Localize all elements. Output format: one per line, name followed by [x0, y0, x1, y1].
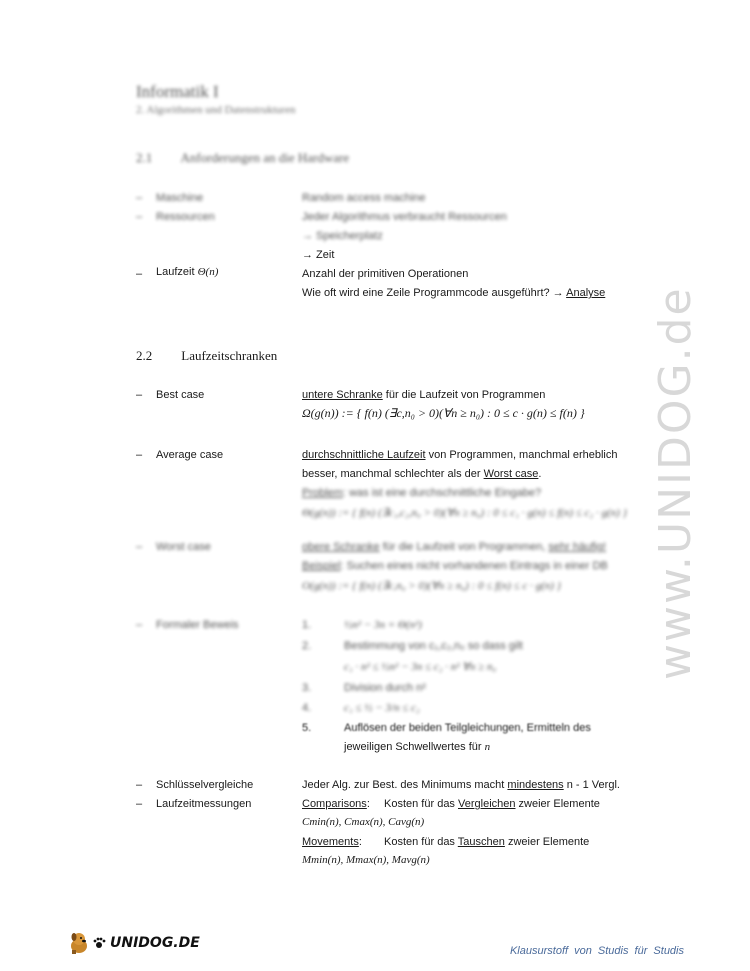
bullet-dash: –: [136, 798, 143, 810]
comparing-link: Vergleichen: [458, 798, 516, 810]
proof-step-num: 5.: [302, 722, 312, 734]
section-heading-2-1: [136, 150, 349, 166]
proof-step-text: c₁ ≤ ½ − 3/n ≤ c₂: [344, 702, 420, 714]
bullet-dash: –: [136, 779, 143, 791]
runtime-question: Wie oft wird eine Zeile Programmcode ausgeführt? →: [302, 287, 567, 299]
bullet-dash: –: [136, 541, 143, 553]
section-number: 2.1: [136, 150, 153, 165]
def-average-line1: [302, 449, 618, 461]
proof-step-text: c₁ · n² ≤ ½n² − 3n ≤ c₂ · n² ∀n ≥ n₀: [344, 661, 497, 673]
movements-label: Movements: [302, 836, 359, 848]
unidog-logo: [66, 930, 200, 956]
at-least-link: mindestens: [507, 779, 564, 791]
term-runtime: [156, 266, 218, 278]
term-formal-proof: Formaler Beweis: [156, 619, 239, 631]
bullet-dash: –: [136, 619, 143, 631]
comparisons-label: Comparisons: [302, 798, 367, 810]
def-best-case: [302, 389, 545, 401]
movements-formula: Mmin(n), Mmax(n), Mavg(n): [302, 854, 430, 866]
def-runtime-line1: Anzahl der primitiven Operationen: [302, 268, 469, 280]
brand-name: UNIDOG.DE: [110, 935, 200, 951]
section-title: Laufzeitschranken: [181, 348, 278, 363]
term-runtime-math: Θ(n): [197, 266, 219, 278]
term-average-case: Average case: [156, 449, 224, 461]
dog-mascot-icon: [66, 930, 92, 956]
proof-step-num: 2.: [302, 640, 312, 652]
proof-step-6-math: n: [484, 741, 491, 753]
def-comparisons-text: [384, 798, 600, 810]
movements-cost-text: Kosten für das: [384, 836, 458, 848]
proof-step-text: [344, 741, 490, 753]
def-comparisons: [302, 798, 370, 810]
proof-step-text: ½n² − 3n = Θ(n²): [344, 619, 422, 631]
proof-step-num: 1.: [302, 619, 312, 631]
def-worst-line1: [302, 541, 606, 553]
def-machine: Random access machine: [302, 192, 426, 204]
movements-cost-end: zweier Elemente: [504, 836, 590, 848]
paw-icon: [92, 936, 106, 950]
def-resources: Jeder Algorithmus verbraucht Ressourcen: [302, 211, 507, 223]
term-resources: Ressourcen: [156, 211, 215, 223]
proof-step-num: 4.: [302, 702, 312, 714]
proof-step-6-text: jeweiligen Schwellwertes für: [344, 741, 485, 753]
term-best-case: Best case: [156, 389, 205, 401]
proof-step-text: Division durch n²: [344, 682, 426, 694]
proof-step-num: 3.: [302, 682, 312, 694]
example-link: Beispiel: [302, 560, 341, 572]
def-worst-line2: [302, 560, 608, 572]
comparisons-colon: :: [366, 798, 370, 810]
def-average-line2: [302, 468, 541, 480]
def-time: → Zeit: [302, 249, 335, 261]
analysis-link: Analyse: [566, 287, 606, 299]
omega-formula: Ω(g(n)) := { f(n) (∃c,n₀ > 0)(∀n ≥ n₀) : 0 ≤ c · g(n) ≤ f(n) }: [302, 406, 585, 420]
problem-text: : was ist eine durchschnittliche Eingabe?: [342, 487, 542, 499]
proof-step-text: Auflösen der beiden Teilgleichungen, Ermitteln des: [344, 722, 591, 734]
worst-case-link: Worst case: [483, 468, 539, 480]
term-machine: Maschine: [156, 192, 204, 204]
def-movements-text: [384, 836, 589, 848]
bullet-dash: –: [136, 449, 143, 461]
average-runtime-link: durchschnittliche Laufzeit: [302, 449, 426, 461]
term-worst-case: Worst case: [156, 541, 211, 553]
comparisons-cost-end: zweier Elemente: [515, 798, 600, 810]
comparisons-text2: n - 1 Vergl.: [563, 779, 620, 791]
section-heading-2-2: [136, 348, 277, 364]
comparisons-formula: Cmin(n), Cmax(n), Cavg(n): [302, 816, 425, 828]
big-o-formula: O(g(n)) := { f(n) (∃c,n₀ > 0)(∀n ≥ n₀) : 0 ≤ f(n) ≤ c · g(n) }: [302, 580, 562, 592]
comparisons-text1: Jeder Alg. zur Best. des Minimums macht: [302, 779, 508, 791]
average-text1: von Programmen, manchmal erheblich: [425, 449, 618, 461]
bullet-dash: –: [136, 389, 143, 401]
bullet-dash: –: [136, 192, 143, 204]
section-number: 2.2: [136, 348, 153, 363]
footer-slogan: Klausurstoff von Studis für Studis: [509, 945, 684, 957]
bullet-dash: –: [136, 268, 143, 280]
term-runtime-label: Laufzeit: [156, 266, 195, 278]
def-movements: [302, 836, 362, 848]
def-runtime-line2: [302, 287, 605, 299]
very-frequent-link: sehr häufig!: [548, 541, 606, 553]
lower-bound-link: untere Schranke: [302, 389, 383, 401]
average-text2: besser, manchmal schlechter als der: [302, 468, 484, 480]
section-title: Anforderungen an die Hardware: [180, 150, 350, 165]
def-key-comparisons: [302, 779, 620, 791]
movements-colon: :: [358, 836, 362, 848]
watermark-text: www.UNIDOG.de: [650, 286, 701, 680]
document-subtitle: 2. Algorithmen und Datenstrukturen: [136, 104, 296, 116]
def-average-problem: [302, 487, 541, 499]
document-title: Informatik I: [136, 82, 219, 101]
swapping-link: Tauschen: [457, 836, 505, 848]
best-case-text: für die Laufzeit von Programmen: [382, 389, 546, 401]
bullet-dash: –: [136, 211, 143, 223]
term-key-comparisons: Schlüsselvergleiche: [156, 779, 254, 791]
worst-text1: für die Laufzeit von Programmen,: [379, 541, 549, 553]
comparisons-cost-text: Kosten für das: [384, 798, 458, 810]
upper-bound-link: obere Schranke: [302, 541, 380, 553]
worst-text2: : Suchen eines nicht vorhandenen Eintrags in einer DB: [340, 560, 608, 572]
theta-formula: Θ(g(n)) := { f(n) (∃c₁,c₂,n₀ > 0)(∀n ≥ n₀) : 0 ≤ c₁ · g(n) ≤ f(n) ≤ c₂ · g(n) }: [302, 507, 627, 519]
def-memory: → Speicherplatz: [302, 230, 383, 242]
average-text2-end: .: [538, 468, 542, 480]
problem-link: Problem: [302, 487, 343, 499]
term-runtime-measurements: Laufzeitmessungen: [156, 798, 252, 810]
proof-step-text: Bestimmung von c₁,c₂,n₀ so dass gilt: [344, 640, 523, 652]
